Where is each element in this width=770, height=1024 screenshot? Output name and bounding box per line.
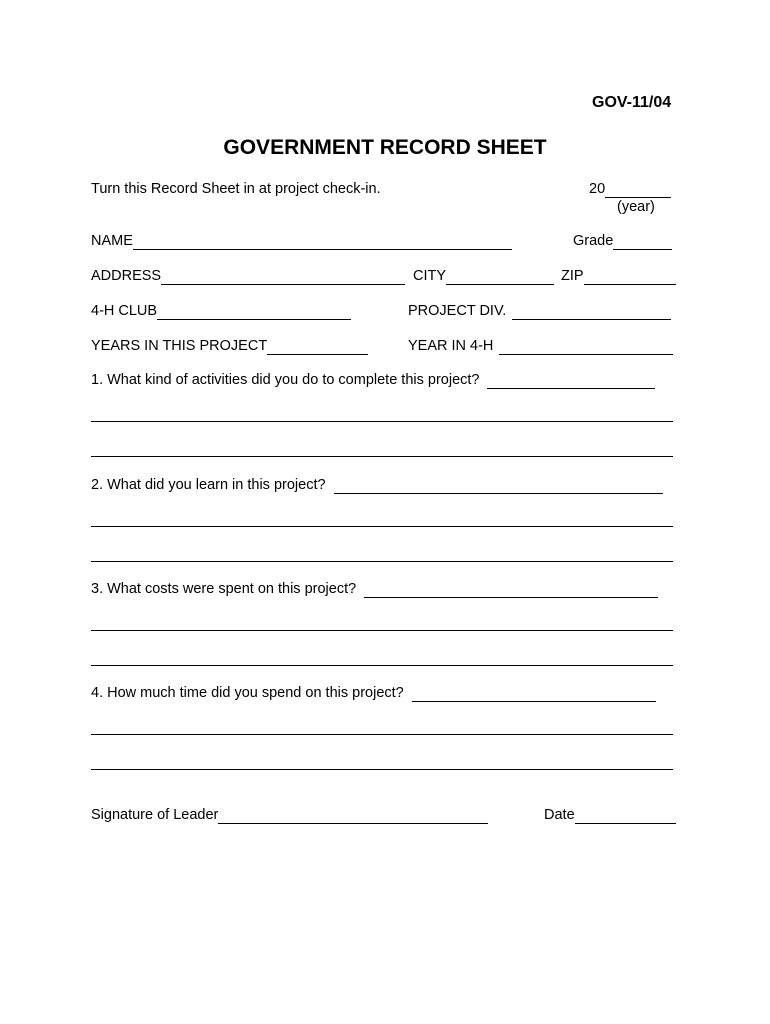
question-3-text: 3. What costs were spent on this project? [91, 581, 357, 597]
year-prefix: 20 [589, 181, 606, 197]
year-in-4h-field[interactable] [408, 337, 673, 355]
year-in-4h-label: YEAR IN 4-H [408, 338, 494, 354]
instruction-text: Turn this Record Sheet in at project check-in. [91, 181, 381, 197]
year-in-4h-blank[interactable] [499, 339, 673, 355]
question-3[interactable] [91, 580, 658, 598]
form-code: GOV-11/04 [592, 94, 672, 111]
signature-field[interactable] [91, 806, 488, 824]
year-caption: (year) [617, 199, 655, 215]
question-1-text: 1. What kind of activities did you do to complete this project? [91, 372, 480, 388]
name-label: NAME [91, 233, 133, 249]
address-blank[interactable] [161, 269, 405, 285]
project-div-field[interactable] [408, 302, 671, 320]
answer-line[interactable] [91, 769, 673, 770]
answer-line[interactable] [91, 665, 673, 666]
zip-label: ZIP [561, 268, 584, 284]
question-2[interactable] [91, 476, 663, 494]
grade-field[interactable] [573, 232, 672, 250]
club-blank[interactable] [157, 304, 351, 320]
date-label: Date [544, 807, 575, 823]
years-in-project-field[interactable] [91, 337, 368, 355]
project-div-label: PROJECT DIV. [408, 303, 507, 319]
answer-line[interactable] [91, 734, 673, 735]
zip-blank[interactable] [584, 269, 676, 285]
date-field[interactable] [544, 806, 676, 824]
page-title: GOVERNMENT RECORD SHEET [223, 136, 547, 159]
grade-blank[interactable] [613, 234, 672, 250]
question-4[interactable] [91, 684, 656, 702]
question-4-blank[interactable] [412, 686, 656, 702]
city-field[interactable] [413, 267, 554, 285]
name-blank[interactable] [133, 234, 512, 250]
years-in-project-label: YEARS IN THIS PROJECT [91, 338, 268, 354]
question-4-text: 4. How much time did you spend on this project? [91, 685, 404, 701]
years-in-project-blank[interactable] [267, 339, 368, 355]
question-1[interactable] [91, 371, 655, 389]
city-label: CITY [413, 268, 447, 284]
name-field[interactable] [91, 232, 512, 250]
club-label: 4-H CLUB [91, 303, 158, 319]
answer-line[interactable] [91, 561, 673, 562]
signature-label: Signature of Leader [91, 807, 219, 823]
address-label: ADDRESS [91, 268, 162, 284]
date-blank[interactable] [575, 808, 676, 824]
year-field[interactable] [589, 180, 671, 198]
grade-label: Grade [573, 233, 614, 249]
answer-line[interactable] [91, 456, 673, 457]
year-blank[interactable] [605, 182, 671, 198]
address-field[interactable] [91, 267, 405, 285]
city-blank[interactable] [446, 269, 554, 285]
signature-blank[interactable] [218, 808, 488, 824]
club-field[interactable] [91, 302, 351, 320]
question-1-blank[interactable] [487, 373, 655, 389]
question-2-blank[interactable] [334, 478, 663, 494]
answer-line[interactable] [91, 526, 673, 527]
project-div-blank[interactable] [512, 304, 671, 320]
question-3-blank[interactable] [364, 582, 658, 598]
question-2-text: 2. What did you learn in this project? [91, 477, 326, 493]
zip-field[interactable] [561, 267, 676, 285]
answer-line[interactable] [91, 421, 673, 422]
answer-line[interactable] [91, 630, 673, 631]
